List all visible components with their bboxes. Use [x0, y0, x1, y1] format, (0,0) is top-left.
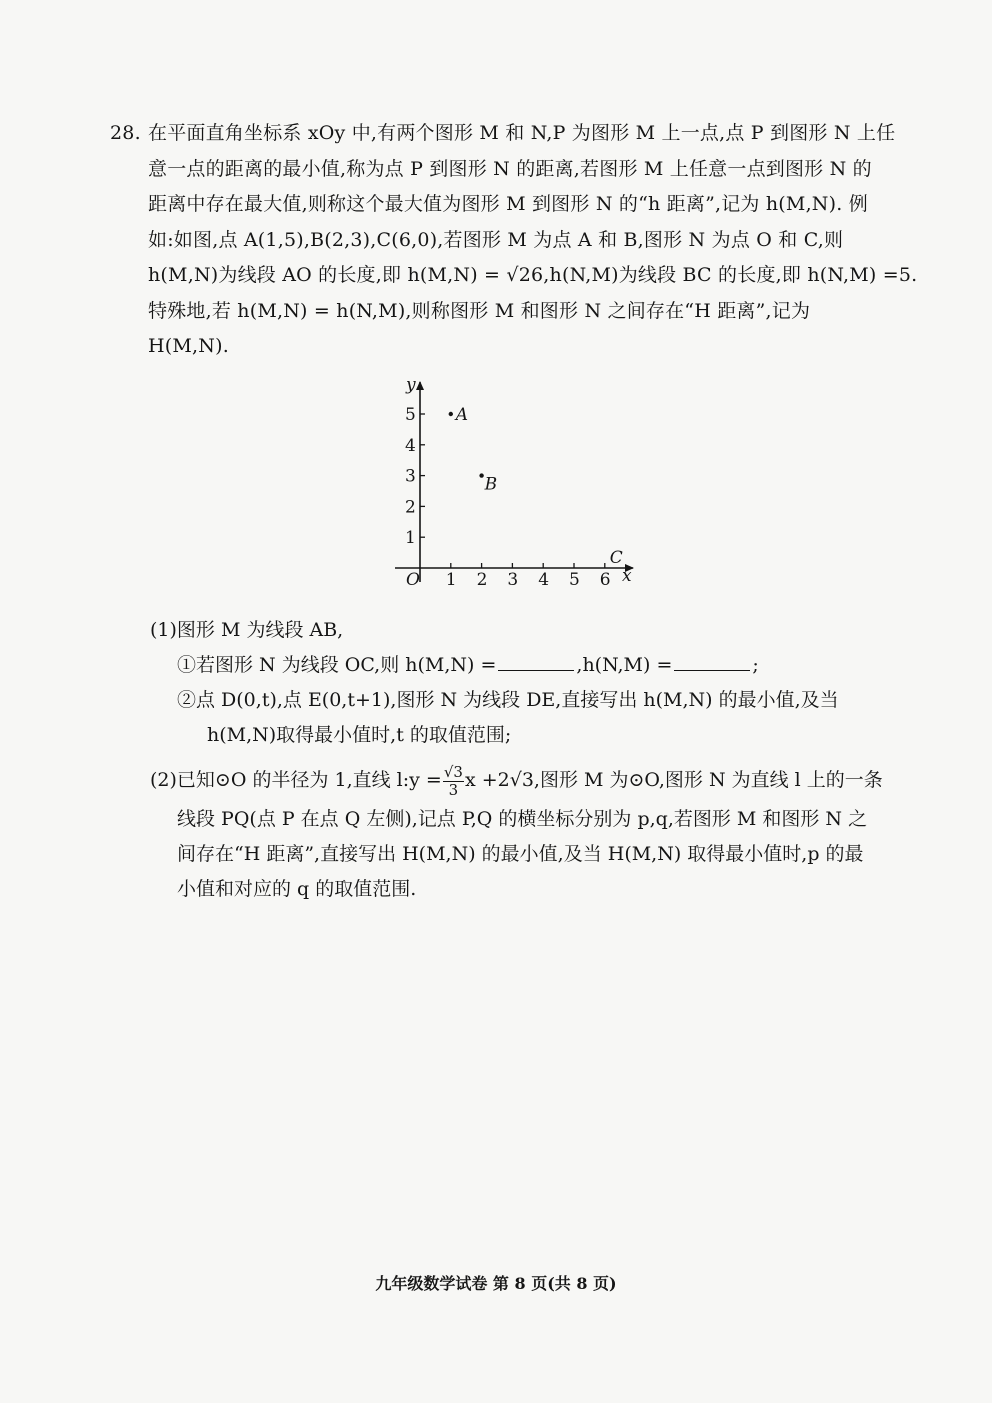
- x-tick-label: 2: [476, 570, 488, 590]
- problem-line: 意一点的距离的最小值,称为点 P 到图形 N 的距离,若图形 M 上任意一点到图形 N 的: [148, 157, 872, 180]
- y-tick-label: 4: [405, 435, 416, 456]
- y-axis-label: y: [406, 375, 416, 395]
- problem-line: 28. 在平面直角坐标系 xOy 中,有两个图形 M 和 N,P 为图形 M 上一点,点 P 到图形 N 上任: [110, 116, 890, 152]
- problem-line: 特殊地,若 h(M,N) = h(N,M),则称图形 M 和图形 N 之间存在“H 距离”,记为: [148, 299, 811, 322]
- x-tick-label: 3: [507, 570, 519, 590]
- part2-line4: 小值和对应的 q 的取值范围.: [177, 878, 417, 900]
- point-a: [449, 412, 453, 416]
- problem-28: [110, 116, 918, 365]
- x-tick-label: 5: [569, 570, 580, 590]
- y-tick-label: 3: [405, 466, 416, 487]
- origin-label: O: [406, 570, 420, 590]
- point-label-a: A: [455, 405, 469, 425]
- part1-question1: ①若图形 N 为线段 OC,则 h(M,N) = ,h(N,M) = ;: [177, 654, 759, 676]
- point-b: [479, 473, 483, 477]
- x-tick-label: 6: [599, 570, 611, 590]
- part1-question2-cont: h(M,N)取得最小值时,t 的取值范围;: [207, 724, 512, 746]
- problem-line: 距离中存在最大值,则称这个最大值为图形 M 到图形 N 的“h 距离”,记为 h(M,N). 例: [148, 193, 868, 215]
- answer-blank-hmn[interactable]: [498, 654, 574, 671]
- problem-line: H(M,N).: [148, 335, 229, 357]
- y-tick-label: 1: [405, 528, 416, 549]
- point-label-c: C: [609, 548, 623, 568]
- y-tick-label: 2: [405, 497, 416, 518]
- problem-line: 如:如图,点 A(1,5),B(2,3),C(6,0),若图形 M 为点 A 和 B,图形 N 为点 O 和 C,则: [148, 228, 844, 251]
- point-label-b: B: [484, 474, 498, 495]
- coordinate-figure: [385, 376, 645, 590]
- part1-title: (1)图形 M 为线段 AB,: [150, 619, 344, 641]
- part2-line1: (2)已知⊙O 的半径为 1,直线 l:y = $\frac{√3}{3}$ x +2√3,图形 M 为⊙O,图形 N 为直线 l 上的一条: [150, 762, 883, 799]
- coordinate-plane: [385, 376, 645, 590]
- x-tick-label: 1: [445, 570, 457, 590]
- problem-line: h(M,N)为线段 AO 的长度,即 h(M,N) = √26,h(N,M)为线段 BC 的长度,即 h(N,M) =5.: [148, 264, 918, 286]
- page-footer: 九年级数学试卷 第 8 页(共 8 页): [375, 1274, 617, 1293]
- x-tick-label: 4: [538, 570, 550, 590]
- sub-questions: [150, 613, 890, 907]
- part2-line2: 线段 PQ(点 P 在点 Q 左侧),记点 P,Q 的横坐标分别为 p,q,若图形 M 和图形 N 之: [177, 808, 868, 830]
- fraction-sqrt3-over-3: $\frac{√3}{3}$: [443, 762, 463, 799]
- answer-blank-hnm[interactable]: [674, 654, 750, 671]
- y-tick-label: 5: [405, 405, 416, 425]
- part2-line3: 间存在“H 距离”,直接写出 H(M,N) 的最小值,及当 H(M,N) 取得最小值时,p 的最: [177, 843, 864, 865]
- part1-question2: ②点 D(0,t),点 E(0,t+1),图形 N 为线段 DE,直接写出 h(M,N) 的最小值,及当: [177, 689, 839, 711]
- problem-number: 28.: [110, 122, 141, 144]
- x-axis-label: x: [622, 566, 632, 586]
